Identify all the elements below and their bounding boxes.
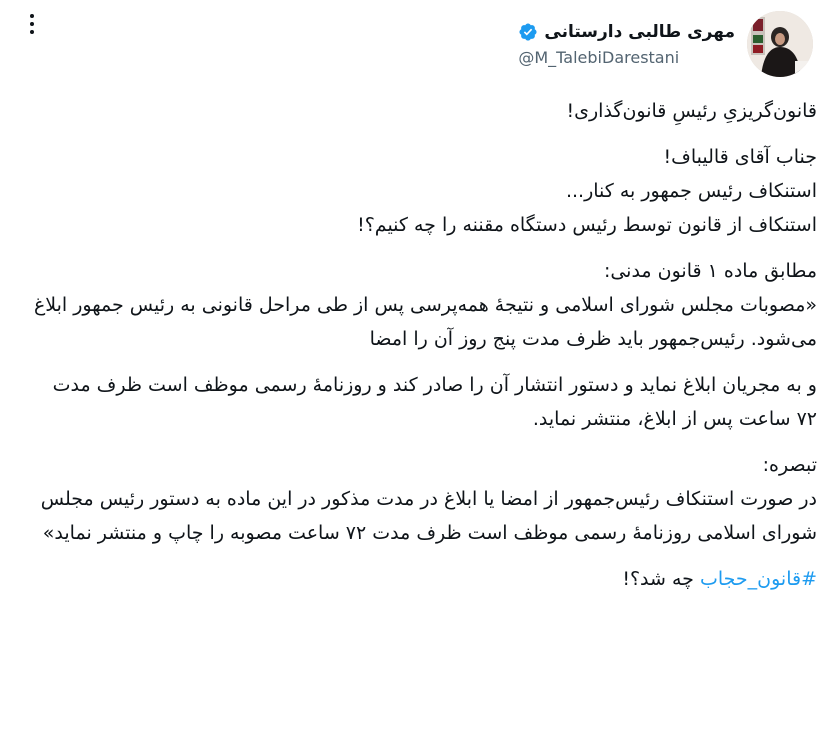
tweet-title: قانون‌گریزیِ رئیسِ قانون‌گذاری!	[566, 100, 817, 122]
more-options-button[interactable]	[18, 10, 46, 38]
tweet-final-line	[27, 562, 817, 596]
author-handle[interactable]: @M_TalebiDarestani	[518, 47, 680, 67]
tweet-paragraph-3: و به مجریان ابلاغ نماید و دستور انتشار آن را صادر کند و روزنامهٔ رسمی موظف است ظرف مدت ۷۲ ساعت پس از ابلاغ، منتشر نماید.	[52, 374, 817, 430]
more-vertical-icon	[29, 13, 35, 35]
tweet-text	[27, 94, 817, 608]
hashtag-link[interactable]: #قانون_حجاب	[699, 568, 817, 590]
avatar[interactable]	[747, 11, 813, 77]
author-info	[518, 22, 735, 67]
tweet-header	[518, 10, 813, 78]
verified-badge-icon	[518, 22, 538, 42]
tweet-paragraph-4: تبصره: در صورت استنکاف رئیس‌جمهور از امضا یا ابلاغ در مدت مذکور در این ماده به دستور رئیس مجلس شورای اسلامی روزنامهٔ رسمی موظف است ظرف مدت ۷۲ ساعت مصوبه را چاپ و منتشر نماید»	[40, 454, 817, 544]
tweet-paragraph-1: جناب آقای قالیباف! استنکاف رئیس جمهور به کنار... استنکاف از قانون توسط رئیس دستگاه مقننه را چه کنیم؟!	[357, 146, 817, 236]
avatar-image	[747, 11, 813, 77]
tweet-paragraph-2: مطابق ماده ۱ قانون مدنی: «مصوبات مجلس شورای اسلامی و نتیجهٔ همه‌پرسی پس از طی مراحل قانونی به رئیس جمهور ابلاغ می‌شود. رئیس‌جمهور باید ظرف مدت پنج روز آن را امضا	[33, 260, 817, 350]
name-row	[518, 22, 735, 42]
final-line-text: چه شد؟!	[622, 568, 700, 590]
author-display-name[interactable]: مهری طالبی دارستانی	[544, 21, 735, 42]
